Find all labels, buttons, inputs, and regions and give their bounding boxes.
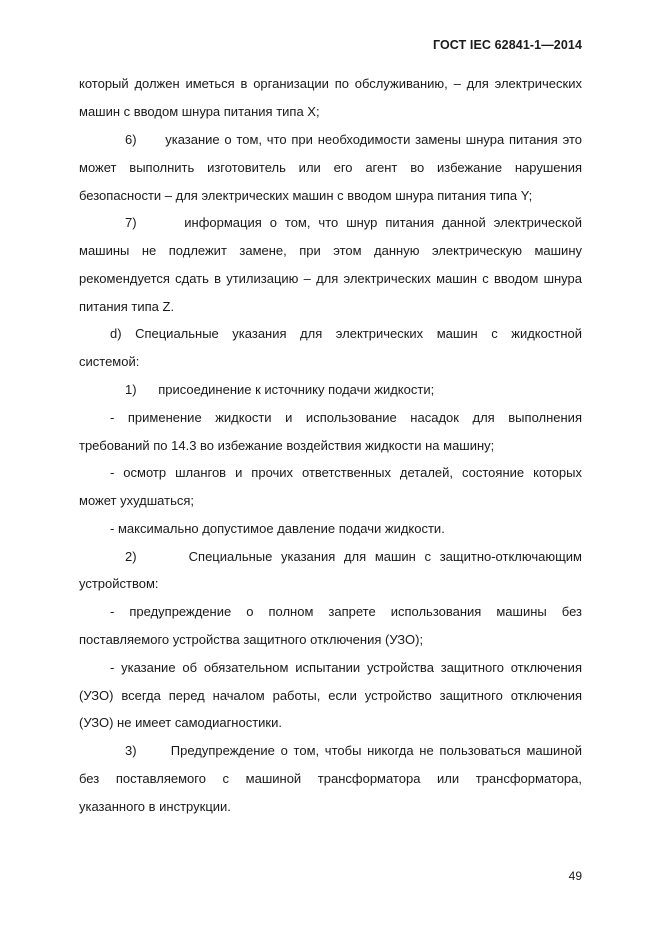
bullet-item: - максимально допустимое давление подачи жидкости. <box>110 521 445 536</box>
list-item-1: 1) присоединение к источнику подачи жидкости; <box>125 382 435 397</box>
text-line: машин с вводом шнура питания типа X; <box>79 104 320 119</box>
document-standard-header: ГОСТ IEC 62841-1—2014 <box>432 38 582 52</box>
list-item-2: 2) Специальные указания для машин с защитно-отключающим <box>125 549 582 564</box>
page-number: 49 <box>568 869 582 883</box>
text-line: (УЗО) не имеет самодиагностики. <box>79 715 282 730</box>
text-line: системой: <box>79 354 140 369</box>
bullet-item: - осмотр шлангов и прочих ответственных деталей, состояние которых <box>110 465 582 480</box>
list-item-3: 3) Предупреждение о том, чтобы никогда не пользоваться машиной <box>125 743 582 758</box>
text-line: безопасности – для электрических машин с вводом шнура питания типа Y; <box>79 188 533 203</box>
text-line: питания типа Z. <box>79 299 175 314</box>
list-item-6: 6) указание о том, что при необходимости замены шнура питания это <box>125 132 582 147</box>
text-line: (УЗО) всегда перед началом работы, если устройство защитного отключения <box>79 688 582 703</box>
bullet-item: - указание об обязательном испытании устройства защитного отключения <box>110 660 582 675</box>
text-line: может выполнить изготовитель или его агент во избежание нарушения <box>79 160 582 175</box>
section-d-heading: d) Специальные указания для электрических машин с жидкостной <box>110 326 582 341</box>
text-line: поставляемого устройства защитного отключения (УЗО); <box>79 632 424 647</box>
text-line: устройством: <box>79 576 159 591</box>
bullet-item: - применение жидкости и использование насадок для выполнения <box>110 410 582 425</box>
text-line: может ухудшаться; <box>79 493 194 508</box>
list-item-7: 7) информация о том, что шнур питания данной электрической <box>125 215 582 230</box>
text-line: рекомендуется сдать в утилизацию – для электрических машин с вводом шнура <box>79 271 582 286</box>
text-line: требований по 14.3 во избежание воздействия жидкости на машину; <box>79 438 495 453</box>
text-line: без поставляемого с машиной трансформатора или трансформатора, <box>79 771 582 786</box>
text-line: который должен иметься в организации по обслуживанию, – для электрических <box>79 76 582 91</box>
text-line: указанного в инструкции. <box>79 799 231 814</box>
bullet-item: - предупреждение о полном запрете использования машины без <box>110 604 582 619</box>
text-line: машины не подлежит замене, при этом данную электрическую машину <box>79 243 582 258</box>
